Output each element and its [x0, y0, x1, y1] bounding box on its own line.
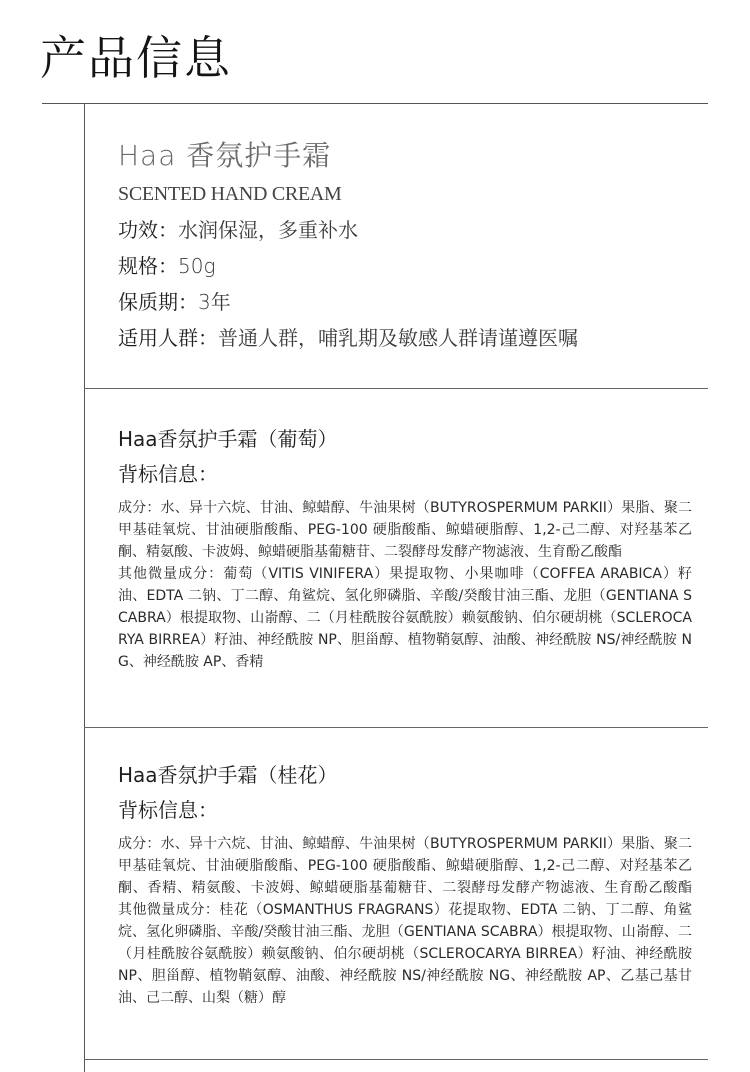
- osmanthus-subtitle: 背标信息：: [118, 798, 218, 822]
- grape-label-section: [118, 426, 692, 673]
- spec-value: 3年: [198, 290, 231, 314]
- spec-label: 规格：: [118, 254, 178, 278]
- left-vertical-rule: [84, 103, 85, 1072]
- grape-ingredients: [118, 497, 692, 673]
- spec-label: 功效：: [118, 218, 178, 242]
- spec-audience: [118, 325, 692, 351]
- spec-value: 50g: [178, 254, 216, 278]
- top-divider: [42, 103, 708, 104]
- grape-ingredients-main: 成分：水、异十六烷、甘油、鲸蜡醇、牛油果树（BUTYROSPERMUM PARKII）果脂、聚二甲基硅氧烷、甘油硬脂酸酯、PEG-100 硬脂酸酯、鲸蜡硬脂醇、1,2-己二醇、对羟基苯乙酮、精氨酸、卡波姆、鲸蜡硬脂基葡糖苷、二裂酵母发酵产物滤液、生育酚乙酸酯: [118, 500, 692, 560]
- section-divider: [84, 388, 708, 389]
- grape-subtitle: 背标信息：: [118, 462, 218, 486]
- product-name: Haa 香氛护手霜: [118, 139, 332, 172]
- spec-label: 适用人群：: [118, 326, 218, 350]
- spec-effect: [118, 217, 692, 243]
- spec-value: 水润保湿，多重补水: [178, 218, 358, 242]
- spec-label: 保质期：: [118, 290, 198, 314]
- osmanthus-ingredients: [118, 833, 720, 1009]
- section-divider: [84, 727, 708, 728]
- section-divider: [84, 1059, 708, 1060]
- grape-title: Haa香氛护手霜（葡萄）: [118, 427, 338, 451]
- product-overview: [118, 138, 692, 351]
- product-name-en: SCENTED HAND CREAM: [118, 183, 342, 205]
- grape-ingredients-minor: 其他微量成分：葡萄（VITIS VINIFERA）果提取物、小果咖啡（COFFEA ARABICA）籽油、EDTA 二钠、丁二醇、角鲨烷、氢化卵磷脂、辛酸/癸酸甘油三酯、龙胆（GENTIANA SCABRA）根提取物、山嵛醇、二（月桂酰胺谷氨酰胺）赖氨酸钠、伯尔硬胡桃（SCLEROCARYA BIRREA）籽油、神经酰胺 NP、胆甾醇、植物鞘氨醇、油酸、神经酰胺 NS/神经酰胺 NG、神经酰胺 AP、香精: [118, 566, 692, 670]
- spec-value: 普通人群，哺乳期及敏感人群请谨遵医嘱: [218, 326, 578, 350]
- osmanthus-ingredients-main: 成分：水、异十六烷、甘油、鲸蜡醇、牛油果树（BUTYROSPERMUM PARKII）果脂、聚二甲基硅氧烷、甘油硬脂酸酯、PEG-100 硬脂酸酯、鲸蜡硬脂醇、1,2-己二醇、对羟基苯乙酮、香精、精氨酸、卡波姆、鲸蜡硬脂基葡糖苷、二裂酵母发酵产物滤液、生育酚乙酸酯 其他微量成分：桂花（OSMANTHUS FRAGRANS）花提取物、EDTA 二钠、丁二醇、角鲨烷、氢化卵磷脂、辛酸/癸酸甘油三酯、龙胆（GENTIANA SCABRA）根提取物、山嵛醇、二（月桂酰胺谷氨酰胺）赖氨酸钠、伯尔硬胡桃（SCLEROCARYA BIRREA）籽油、神经酰胺 NP、胆甾醇、植物鞘氨醇、油酸、神经酰胺 NS/神经酰胺 NG、神经酰胺 AP、乙基己基甘油、己二醇、山梨（糖）醇: [118, 836, 720, 1006]
- osmanthus-title: Haa香氛护手霜（桂花）: [118, 763, 338, 787]
- osmanthus-label-section: [118, 762, 720, 1009]
- spec-shelf-life: [118, 289, 692, 315]
- spec-size: [118, 253, 692, 279]
- page-title: 产品信息: [40, 31, 232, 85]
